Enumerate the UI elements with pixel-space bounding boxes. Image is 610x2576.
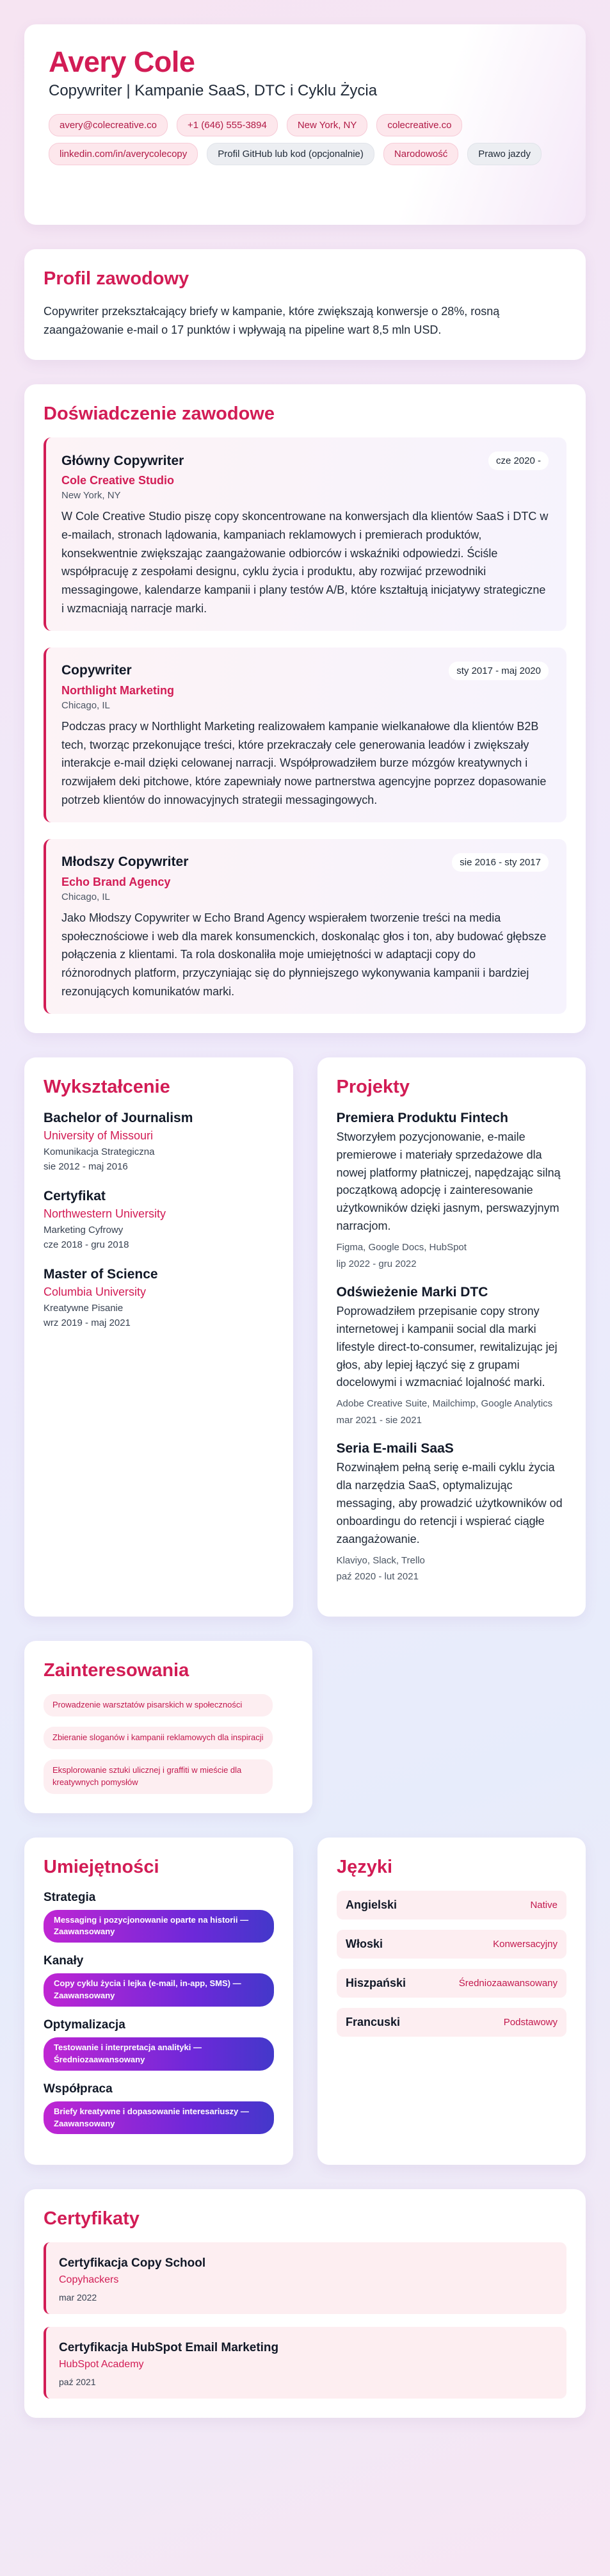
certificate-name: Certyfikacja HubSpot Email Marketing [59,2341,279,2355]
project-title: Odświeżenie Marki DTC [336,1284,488,1300]
language-name: Włoski [346,1937,383,1950]
certificate-issuer: HubSpot Academy [59,2359,144,2370]
project-entry [337,1111,567,1269]
project-entry [337,1285,567,1426]
language-level: Podstawowy [503,2016,558,2028]
project-dates: paź 2020 - lut 2021 [336,1571,419,1583]
project-entry [337,1441,567,1582]
skill-group-name: Strategia [44,1890,96,1904]
project-tools: Figma, Google Docs, HubSpot [336,1242,467,1253]
project-description: Poprowadziłem przepisanie copy strony internetowej i kampanii social dla marki lifestyle direct-to-consumer, rewitalizując jej głos, aby lepiej łączyć się z grupami docelowymi i wzmacniać lojalność marki. [336,1304,558,1389]
education-title: Wykształcenie [44,1076,170,1097]
job-title: Młodszy Copywriter [61,854,189,870]
certificates-section [24,2189,586,2418]
nationality-chip: Narodowość [383,143,458,165]
skills-section [24,1838,293,2165]
skill-group-name: Kanały [44,1954,84,1968]
skill-group [44,1891,274,1943]
candidate-name: Avery Cole [49,45,195,78]
education-projects-row [24,1057,586,1642]
job-entry [44,437,566,631]
education-degree: Certyfikat [44,1188,106,1203]
education-field: Kreatywne Pisanie [44,1302,124,1314]
interests-row [24,1641,586,1837]
job-description: W Cole Creative Studio piszę copy skoncentrowane na konwersjach dla klientów SaaS i DTC w e-mailach, stronach lądowania, kampaniach reklamowych i premierach produktów, konsekwentnie zwiększając zaangażowanie odbiorców i wskaźniki odpowiedzi. Ściśle współpracuję z zespołami designu, cyklu życia i produktu, aby rozwijać przewodniki messagingowe, kalendarze kampanii i plany testów A/B, które kształtują inicjatywy strategiczne i wzmacniają narracje marki. [61,510,549,615]
language-name: Francuski [346,2015,401,2028]
job-title: Główny Copywriter [61,453,184,468]
job-dates: sty 2017 - maj 2020 [449,662,549,680]
certificates-title: Certyfikaty [44,2208,140,2230]
certificate-entry [44,2327,566,2399]
education-field: Komunikacja Strategiczna [44,1146,155,1157]
languages-section [317,1838,586,2165]
phone-chip[interactable]: +1 (646) 555-3894 [177,114,278,136]
job-description: Podczas pracy w Northlight Marketing realizowałem kampanie wielkanałowe dla klientów B2B tech, tworząc przekonujące treści, które przekraczały cele generowania leadów i zwiększały interakcje e-mail dzięki celowanej narracji. Współprowadziłem burze mózgów kreatywnych i rozwijałem deki pitchowe, które zapewniały nowe partnerstwa agencyjne poprzez dopasowanie potrzeb klientów do innowacyjnych strategii messagingowych. [61,719,547,806]
skill-group [44,2082,274,2135]
job-company: Echo Brand Agency [61,875,171,888]
language-name: Hiszpański [346,1976,406,1989]
certificate-issuer: Copyhackers [59,2274,119,2286]
job-dates: sie 2016 - sty 2017 [452,853,549,872]
certificate-entry [44,2242,566,2314]
job-company: Cole Creative Studio [61,474,175,487]
education-dates: cze 2018 - gru 2018 [44,1239,129,1250]
job-description: Jako Młodszy Copywriter w Echo Brand Agency wspierałem tworzenie treści na media społecznościowe i web dla marek konsumenckich, doskonaląc głos i ton, aby budować głębsze połączenia z klientami. Ta rola doskonaliła moje umiejętności w adaptacji copy do różnorodnych platform, przyczyniając się do płynniejszego wykonywania kampanii i bardziej rezonujących komunikatów marki. [61,911,547,998]
github-chip[interactable]: Profil GitHub lub kod (opcjonalnie) [207,143,374,165]
candidate-headline: Copywriter | Kampanie SaaS, DTC i Cyklu Życia [49,81,378,99]
project-description: Rozwinąłem pełną serię e-maili cyklu życia dla narzędzia SaaS, optymalizując messaging, aby prowadzić użytkowników od onboardingu do retencji i wspierać ciągłe zaangażowanie. [336,1461,563,1545]
job-location: Chicago, IL [61,891,110,902]
education-field: Marketing Cyfrowy [44,1224,124,1235]
skill-pill: Briefy kreatywne i dopasowanie interesariuszy — Zaawansowany [44,2101,274,2135]
project-tools: Klaviyo, Slack, Trello [336,1554,425,1566]
language-row [337,1930,566,1959]
language-level: Średniozaawansowany [458,1977,558,1989]
education-school: Columbia University [44,1285,147,1298]
project-description: Stworzyłem pozycjonowanie, e-maile premierowe i materiały sprzedażowe dla nowej platformy płatniczej, napędzając silną początkową adopcję i zainteresowanie użytkowników dzięki jasnym, perswazyjnym narracjom. [336,1130,561,1233]
email-chip[interactable]: avery@colecreative.co [49,114,168,136]
interest-item: Zbieranie sloganów i kampanii reklamowych dla inspiracji [44,1727,273,1749]
language-row [337,1969,566,1998]
skill-group [44,1954,274,2007]
contact-chips [49,114,561,165]
skill-pill: Copy cyklu życia i lejka (e-mail, in-app, SMS) — Zaawansowany [44,1973,274,2007]
interests-section [24,1641,312,1813]
education-dates: wrz 2019 - maj 2021 [44,1317,131,1328]
interest-item: Eksplorowanie sztuki ulicznej i graffiti w mieście dla kreatywnych pomysłów [44,1759,273,1794]
language-row [337,2008,566,2037]
job-location: New York, NY [61,490,121,501]
skill-group-name: Optymalizacja [44,2018,125,2032]
job-title: Copywriter [61,663,132,678]
job-dates: cze 2020 - [488,452,549,470]
projects-section [317,1057,586,1617]
project-tools: Adobe Creative Suite, Mailchimp, Google Analytics [336,1398,553,1410]
education-entry [44,1267,274,1328]
skill-group-name: Współpraca [44,2082,113,2096]
project-title: Seria E-maili SaaS [336,1441,454,1456]
experience-title: Doświadczenie zawodowe [44,404,275,424]
skill-group [44,2018,274,2071]
job-entry [44,839,566,1014]
projects-title: Projekty [336,1076,410,1097]
education-degree: Master of Science [44,1266,158,1282]
skill-pill: Testowanie i interpretacja analityki — Średniozaawansowany [44,2037,274,2071]
languages-title: Języki [337,1856,393,1877]
interests-title: Zainteresowania [44,1660,189,1681]
profile-title: Profil zawodowy [44,268,189,289]
location-chip: New York, NY [287,114,368,136]
profile-text: Copywriter przekształcający briefy w kampanie, które zwiększają konwersje o 28%, rosną zaangażowanie e-mail o 17 punktów i wpływają na pipeline wart 8,5 mln USD. [44,305,500,336]
language-name: Angielski [346,1898,397,1911]
skill-pill: Messaging i pozycjonowanie oparte na historii — Zaawansowany [44,1910,274,1943]
job-location: Chicago, IL [61,699,110,711]
education-degree: Bachelor of Journalism [44,1110,193,1125]
language-row [337,1891,566,1920]
education-section [24,1057,293,1617]
profile-section [24,249,586,360]
language-level: Native [530,1899,558,1911]
skills-title: Umiejętności [44,1856,159,1877]
education-school: University of Missouri [44,1129,154,1142]
driving-license-chip: Prawo jazdy [467,143,542,165]
project-dates: mar 2021 - sie 2021 [336,1415,422,1426]
skills-languages-row [24,1838,586,2190]
resume-header [24,24,586,225]
linkedin-chip[interactable]: linkedin.com/in/averycolecopy [49,143,198,165]
certificate-name: Certyfikacja Copy School [59,2256,206,2270]
education-school: Northwestern University [44,1207,166,1220]
interest-item: Prowadzenie warsztatów pisarskich w społeczności [44,1694,273,1716]
certificate-date: mar 2022 [59,2292,97,2303]
job-entry [44,648,566,822]
certificate-date: paź 2021 [59,2377,96,2388]
project-title: Premiera Produktu Fintech [336,1110,508,1125]
education-dates: sie 2012 - maj 2016 [44,1161,128,1172]
empty-column [337,1641,586,1837]
education-entry [44,1189,274,1250]
project-dates: lip 2022 - gru 2022 [336,1258,417,1269]
education-entry [44,1111,274,1172]
website-chip[interactable]: colecreative.co [376,114,462,136]
experience-section [24,384,586,1033]
job-company: Northlight Marketing [61,683,174,697]
language-level: Konwersacyjny [493,1938,558,1950]
